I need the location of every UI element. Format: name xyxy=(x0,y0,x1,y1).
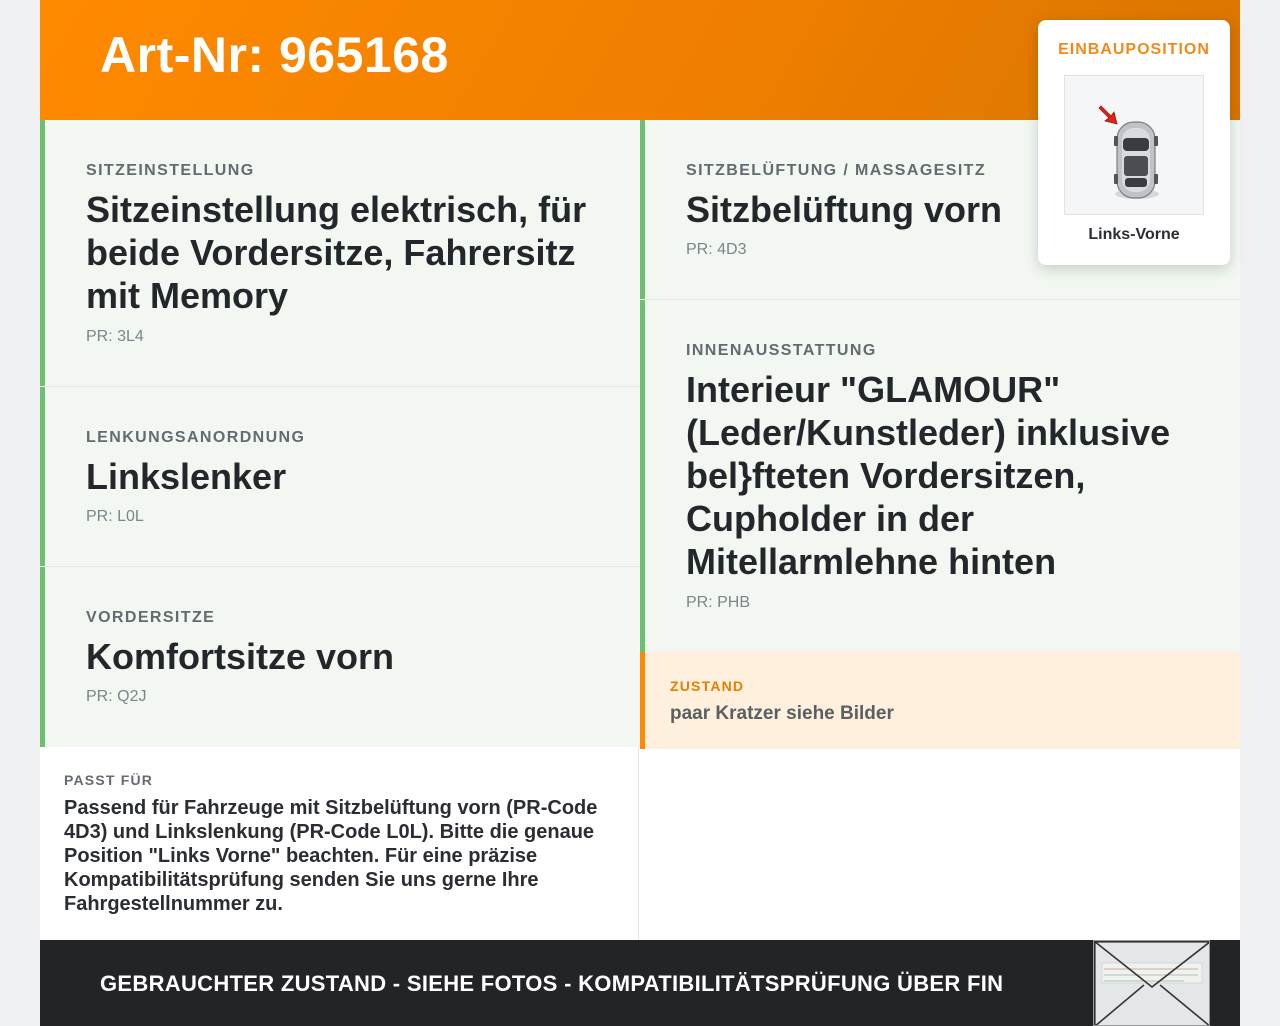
car-top-view-icon xyxy=(1065,76,1205,216)
mounting-position-card xyxy=(1038,20,1230,265)
page-title: Art-Nr: 965168 xyxy=(100,27,449,83)
spec-label: LENKUNGSANORDNUNG xyxy=(86,429,306,446)
spec-label: SITZEINSTELLUNG xyxy=(86,162,255,179)
spec-pr-code: PR: 3L4 xyxy=(86,328,144,345)
spec-pr-code: PR: L0L xyxy=(86,508,144,525)
spec-value: Sitzbelüftung vorn xyxy=(686,189,1002,230)
product-sheet xyxy=(40,0,1240,1026)
mounting-position-value: Links-Vorne xyxy=(1088,226,1180,243)
compatibility-label: PASST FÜR xyxy=(64,772,154,788)
vehicle-document-thumbnail[interactable] xyxy=(1093,940,1210,1026)
spec-cell-sitzeinstellung xyxy=(40,120,640,386)
spec-cell-innenausstattung xyxy=(640,300,1240,652)
car-position-image xyxy=(1064,75,1204,215)
spec-value: Komfortsitze vorn xyxy=(86,636,395,677)
condition-box xyxy=(640,652,1240,749)
mounting-position-label: EINBAUPOSITION xyxy=(1058,41,1210,58)
compatibility-section xyxy=(40,748,639,940)
spec-cell-lenkungsanordnung xyxy=(40,387,640,566)
spec-value: Interieur "GLAMOUR" (Leder/Kunstleder) inklusive bel}fteten Vordersitzen, Cupholder in der Mitellarmlehne hinten xyxy=(686,369,1171,582)
spec-pr-code: PR: 4D3 xyxy=(686,241,747,258)
spec-value: Linkslenker xyxy=(86,456,287,497)
spec-label: VORDERSITZE xyxy=(86,609,216,626)
spec-pr-code: PR: Q2J xyxy=(86,688,147,705)
spec-label: SITZBELÜFTUNG / MASSAGESITZ xyxy=(686,162,987,179)
spec-label: INNENAUSSTATTUNG xyxy=(686,342,877,359)
condition-label: ZUSTAND xyxy=(670,678,745,694)
footer-text: GEBRAUCHTER ZUSTAND - SIEHE FOTOS - KOMPATIBILITÄTSPRÜFUNG ÜBER FIN xyxy=(100,971,1004,996)
spec-value: Sitzeinstellung elektrisch, für beide Vordersitze, Fahrersitz mit Memory xyxy=(86,189,587,316)
spec-cell-vordersitze xyxy=(40,567,640,747)
spec-pr-code: PR: PHB xyxy=(686,594,751,611)
envelope-icon xyxy=(1094,941,1210,1026)
compatibility-text: Passend für Fahrzeuge mit Sitzbelüftung vorn (PR-Code 4D3) und Linkslenkung (PR-Code L0L). Bitte die genaue Position "Links Vorne" beachten. Für eine präzise Kompatibilitätsprüfung senden Sie uns gerne Ihre Fahrgestellnummer zu. xyxy=(64,797,598,915)
footer-bar xyxy=(40,940,1240,1026)
condition-text: paar Kratzer siehe Bilder xyxy=(670,703,894,724)
